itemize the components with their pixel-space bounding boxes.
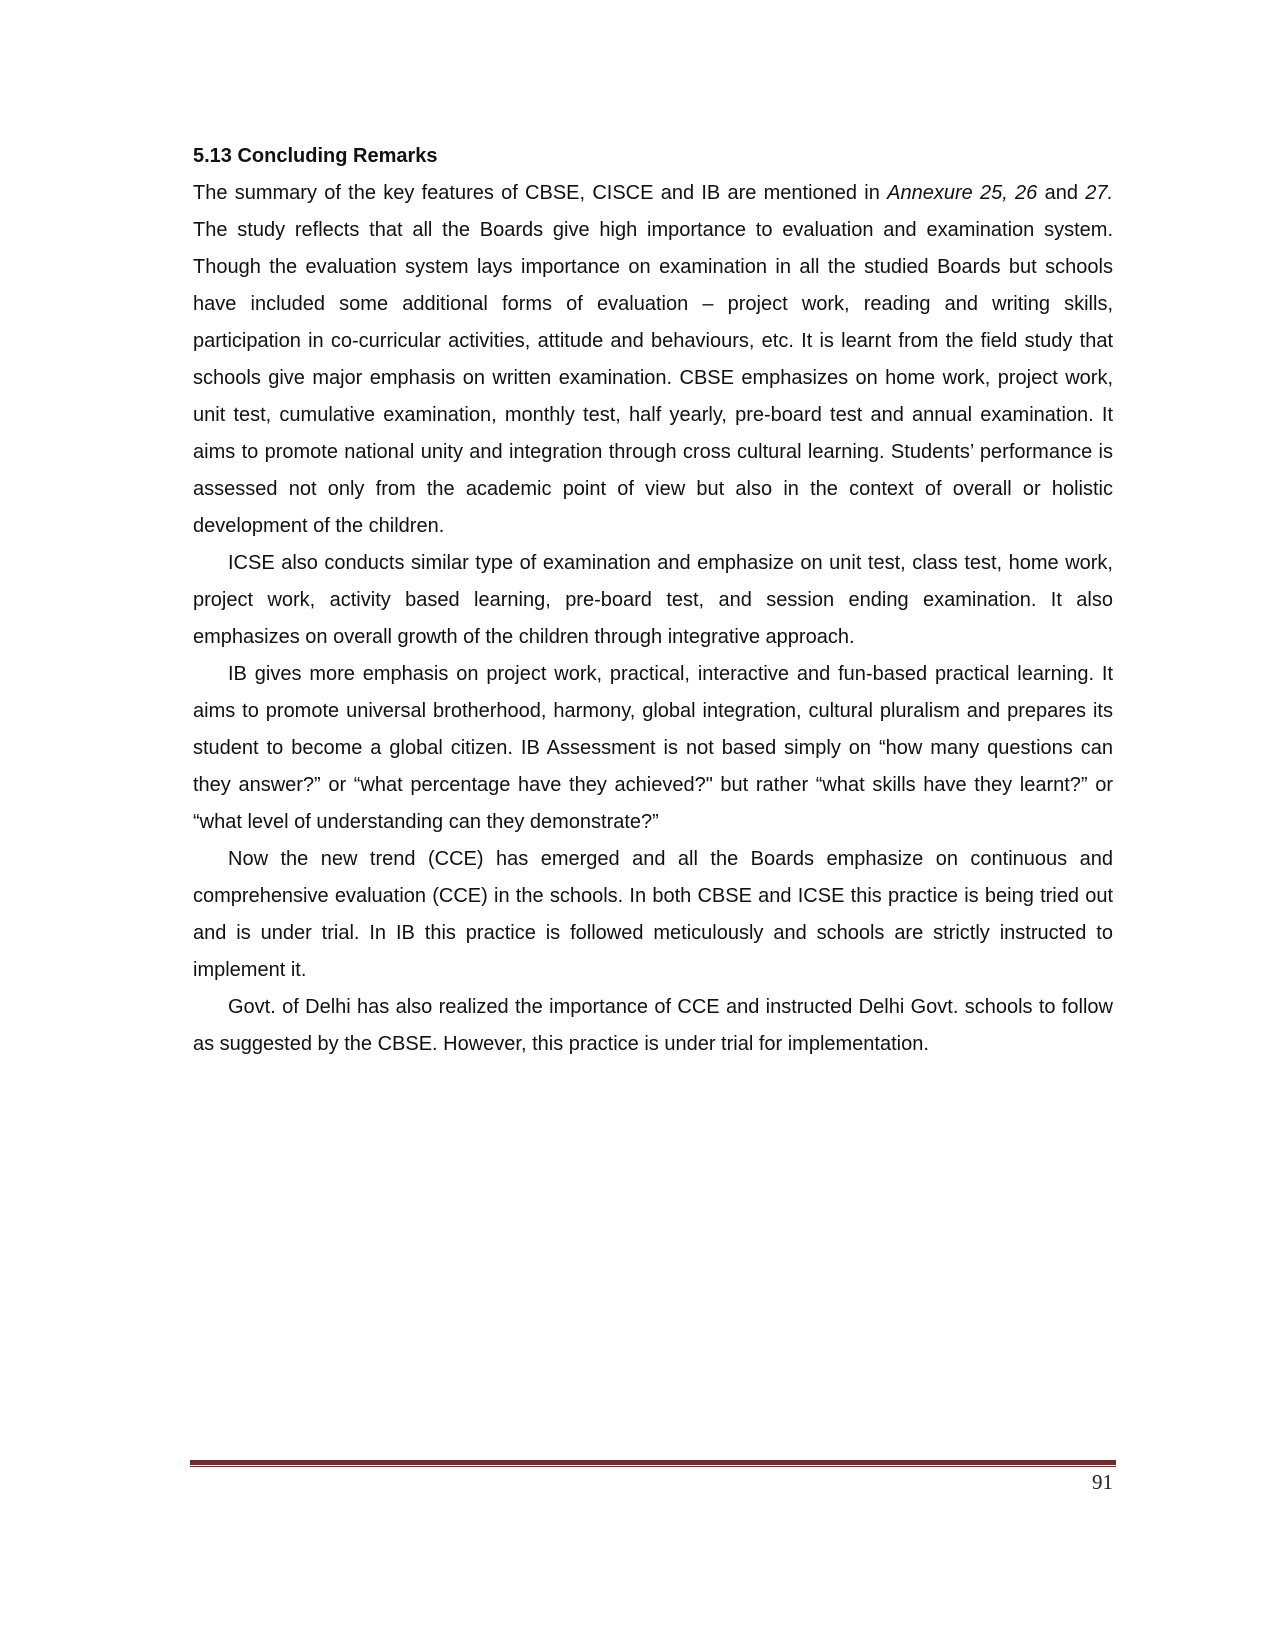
paragraph-cce <box>193 841 1113 989</box>
section-heading: 5.13 Concluding Remarks <box>193 145 438 167</box>
footer-rule-thin <box>190 1466 1116 1467</box>
paragraph-ib <box>193 656 1113 841</box>
page-body <box>193 138 1113 1063</box>
paragraph-text: The summary of the key features of CBSE, CISCE and IB are mentioned in <box>193 182 888 204</box>
paragraph-text: The study reflects that all the Boards give high importance to evaluation and examination system. Though the evaluation system lays importance on examination in all the studied Boards but schools have included some additional forms of evaluation – project work, reading and writing skills, participation in co-curricular activities, attitude and behaviours, etc. It is learnt from the field study that schools give major emphasis on written examination. CBSE emphasizes on home work, project work, unit test, cumulative examination, monthly test, half yearly, pre-board test and annual examination. It aims to promote national unity and integration through cross cultural learning. Students’ performance is assessed not only from the academic point of view but also in the context of overall or holistic development of the children. <box>193 219 1113 537</box>
footer-rule-thick <box>190 1460 1116 1465</box>
paragraph-text: Govt. of Delhi has also realized the importance of CCE and instructed Delhi Govt. schools to follow as suggested by the CBSE. However, this practice is under trial for implementation. <box>193 996 1113 1055</box>
annexure-reference: Annexure 25, 26 <box>887 182 1038 204</box>
annexure-reference: 27. <box>1085 182 1114 204</box>
paragraph-icse <box>193 545 1113 656</box>
footer-rule <box>190 1460 1116 1468</box>
page-number: 91 <box>1092 1470 1113 1494</box>
paragraph-delhi <box>193 989 1113 1063</box>
paragraph-summary <box>193 175 1113 545</box>
paragraph-text: and <box>1037 182 1086 204</box>
paragraph-text: IB gives more emphasis on project work, practical, interactive and fun-based practical learning. It aims to promote universal brotherhood, harmony, global integration, cultural pluralism and prepares its student to become a global citizen. IB Assessment is not based simply on “how many questions can they answer?” or “what percentage have they achieved?" but rather “what skills have they learnt?” or “what level of understanding can they demonstrate?” <box>193 663 1113 833</box>
paragraph-text: Now the new trend (CCE) has emerged and all the Boards emphasize on continuous and comprehensive evaluation (CCE) in the schools. In both CBSE and ICSE this practice is being tried out and is under trial. In IB this practice is followed meticulously and schools are strictly instructed to implement it. <box>193 848 1113 981</box>
paragraph-text: ICSE also conducts similar type of examination and emphasize on unit test, class test, home work, project work, activity based learning, pre-board test, and session ending examination. It also emphasizes on overall growth of the children through integrative approach. <box>193 552 1113 648</box>
